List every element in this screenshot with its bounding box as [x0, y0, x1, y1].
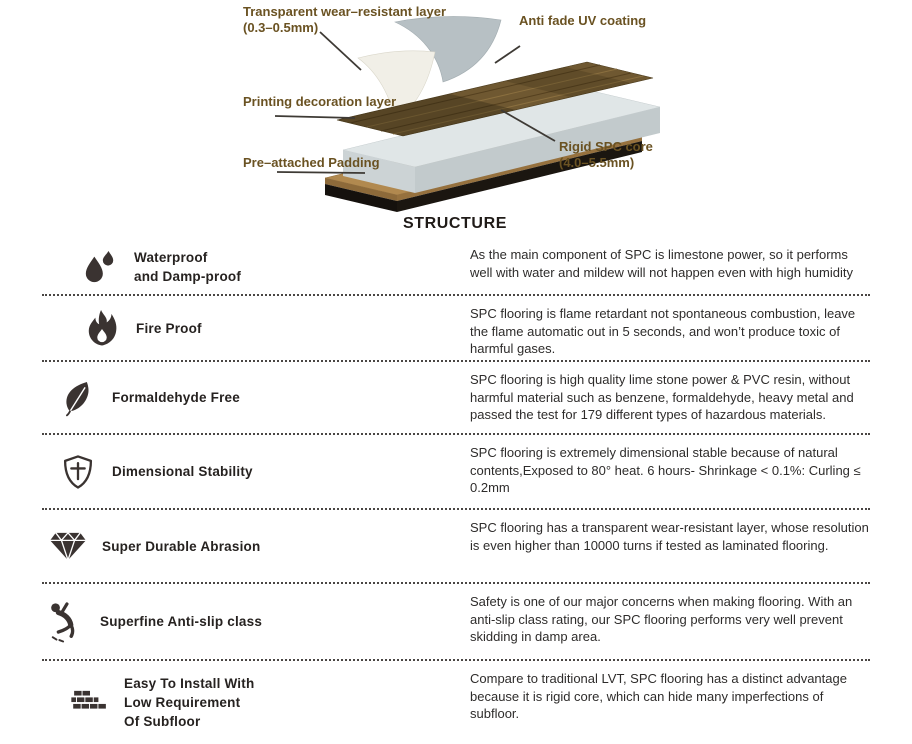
feature-title: Easy To Install With Low Requirement Of Subfloor: [124, 676, 255, 729]
feature-description: As the main component of SPC is limestone power, so it performs well with water and mildew will not happen even with high humidity: [470, 247, 853, 280]
feature-description: SPC flooring is high quality lime stone power & PVC resin, without harmful material such as benzene, formaldehyde, heavy metal and passed the test for 179 different types of hazardous materials.: [470, 372, 854, 423]
feature-title: Superfine Anti-slip class: [100, 614, 263, 629]
structure-diagram-svg: [225, 0, 685, 212]
leaf-icon: [56, 379, 100, 417]
feature-row-waterproof: [42, 240, 870, 296]
features-table: [42, 240, 870, 744]
leader-line-wear-layer: [320, 32, 361, 70]
feature-description: Safety is one of our major concerns when making flooring. With an anti-slip class rating, our SPC flooring performs very well prevent skidding in damp area.: [470, 594, 853, 645]
feature-left-cell: [42, 510, 470, 582]
label-spc-core: Rigid SPC core: [559, 139, 653, 154]
feature-title: Formaldehyde Free: [112, 390, 240, 405]
feature-description: SPC flooring has a transparent wear-resistant layer, whose resolution is even higher than 10000 turns if tested as laminated flooring.: [470, 520, 869, 553]
feature-left-cell: [42, 240, 470, 294]
water-drops-icon: [78, 250, 122, 284]
feature-left-cell: [42, 584, 470, 659]
feature-left-cell: [42, 661, 470, 744]
leader-line-printing-layer: [275, 116, 355, 118]
feature-row-fire-proof: [42, 296, 870, 362]
label-padding: Pre–attached Padding: [243, 155, 380, 170]
feature-left-cell: [42, 435, 470, 508]
leader-line-uv-coating: [495, 46, 520, 63]
feature-title: Waterproof and Damp-proof: [134, 250, 242, 284]
leader-line-padding: [277, 172, 365, 173]
feature-row-easy-install: [42, 661, 870, 744]
feature-left-cell: [42, 362, 470, 433]
structure-title: STRUCTURE: [402, 215, 508, 232]
label-wear-layer: Transparent wear–resistant layer: [243, 4, 447, 19]
label-uv-coating: Anti fade UV coating: [519, 13, 647, 28]
feature-title: Dimensional Stability: [112, 464, 253, 479]
feature-row-super-durable-abrasion: [42, 510, 870, 584]
feature-row-dimensional-stability: [42, 435, 870, 510]
feature-title: Super Durable Abrasion: [102, 538, 261, 554]
label-wear-layer-size: (0.3–0.5mm): [243, 20, 319, 35]
feature-row-anti-slip: [42, 584, 870, 661]
feature-description: SPC flooring is flame retardant not spontaneous combustion, leave the flame automatic out in 5 seconds, and won’t produce toxic of harmful gases.: [470, 306, 856, 357]
feature-row-formaldehyde-free: [42, 362, 870, 435]
bricks-icon: [68, 689, 112, 717]
feature-title: Fire Proof: [136, 320, 202, 336]
feature-description: SPC flooring is extremely dimensional stable because of natural contents,Exposed to 80° heat. 6 hours- Shrinkage < 0.1%: Curling ≤ 0.2mm: [470, 445, 861, 496]
slip-person-icon: [44, 601, 88, 643]
flame-icon: [80, 309, 124, 347]
shield-cross-icon: [56, 454, 100, 490]
structure-diagram: [225, 0, 685, 212]
label-spc-core-size: (4.0–5.5mm): [559, 155, 635, 170]
feature-description: Compare to traditional LVT, SPC flooring has a distinct advantage because it is rigid core, which can hide many imperfections of subfloor.: [470, 671, 847, 722]
label-printing-layer: Printing decoration layer: [243, 94, 397, 109]
feature-left-cell: [42, 296, 470, 360]
diamond-icon: [46, 530, 90, 562]
